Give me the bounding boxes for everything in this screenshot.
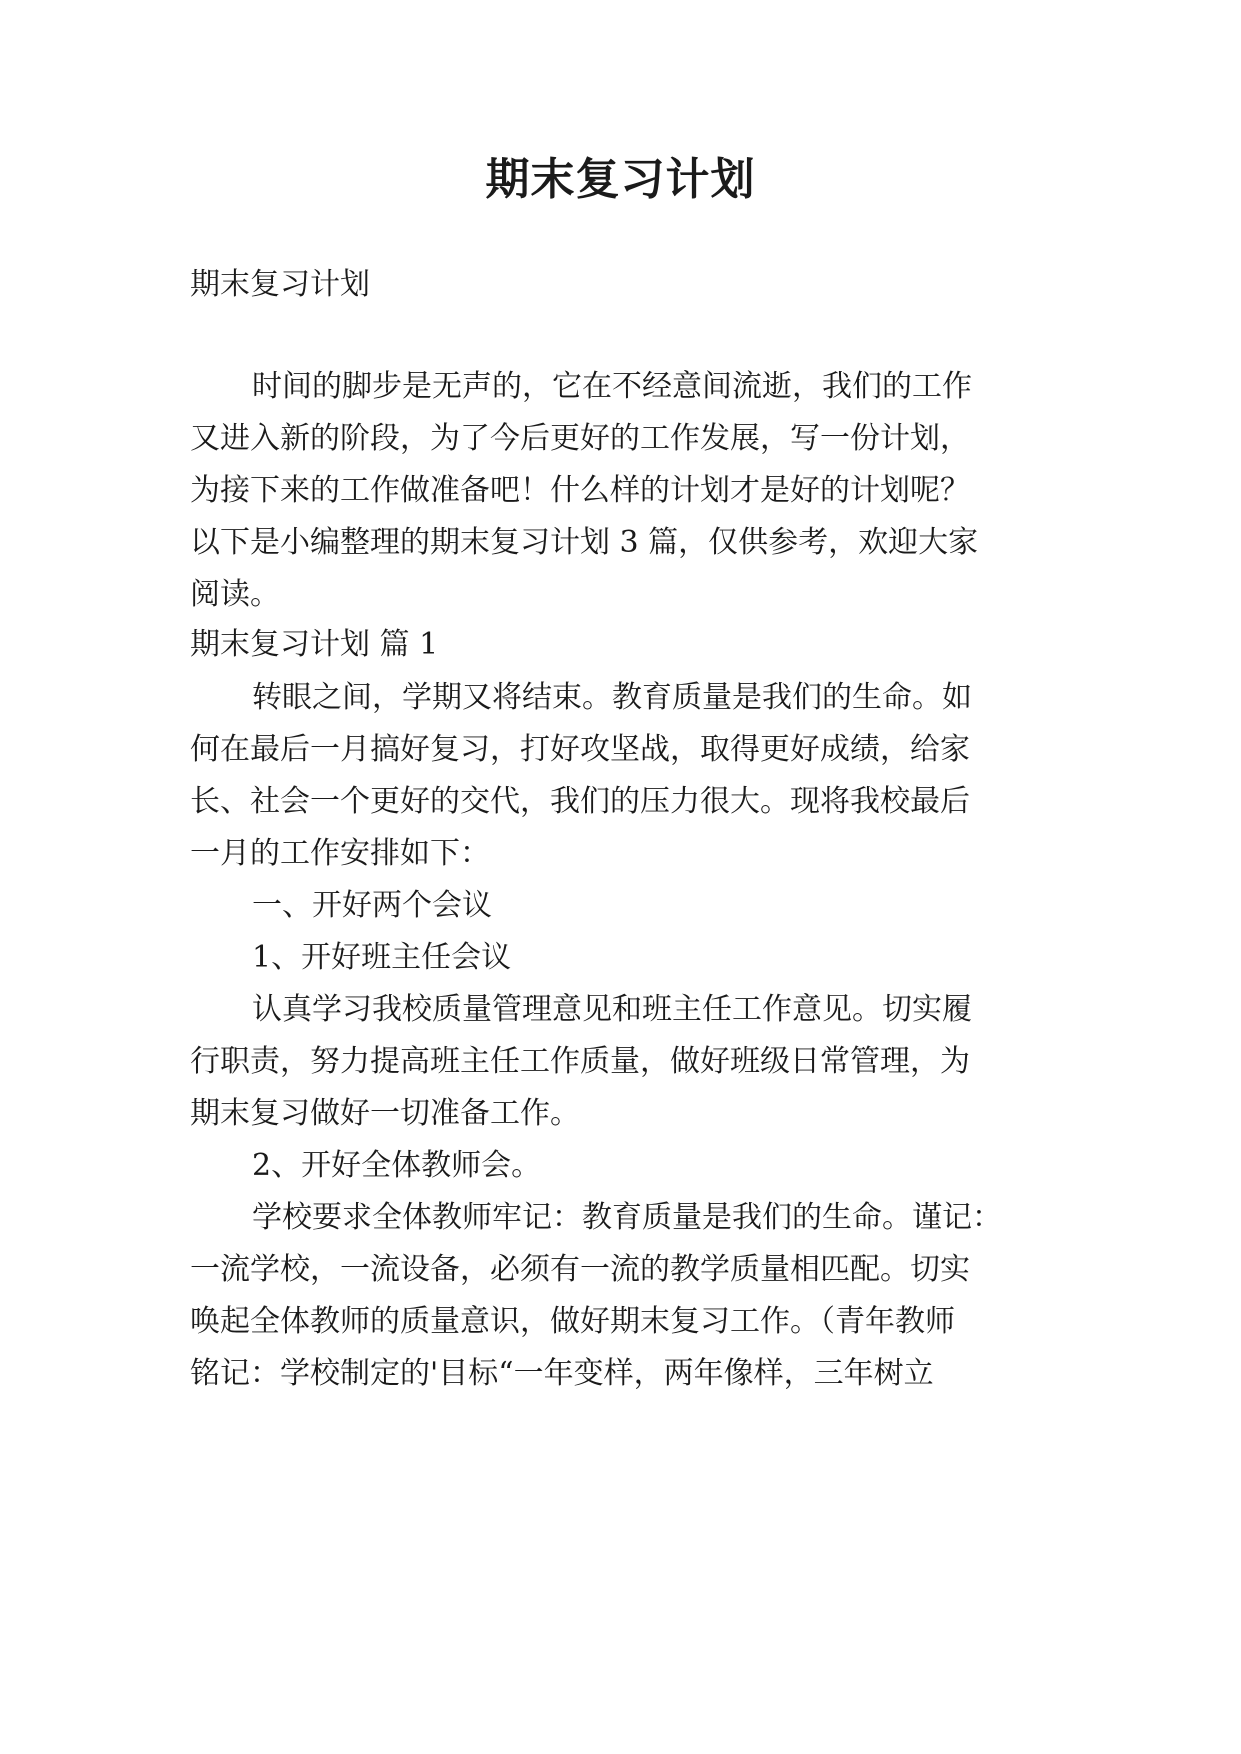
- body-line: 一流学校，一流设备，必须有一流的教学质量相匹配。切实: [190, 1252, 970, 1287]
- body-line: 又进入新的阶段，为了今后更好的工作发展，写一份计划，: [190, 421, 970, 456]
- section-heading: 期末复习计划 篇 1: [190, 627, 439, 662]
- body-line: 以下是小编整理的期末复习计划 3 篇，仅供参考，欢迎大家: [190, 525, 979, 560]
- body-line: 长、社会一个更好的交代，我们的压力很大。现将我校最后: [190, 784, 970, 819]
- body-line: 学校要求全体教师牢记：教育质量是我们的生命。谨记：: [252, 1200, 1002, 1235]
- body-line: 为接下来的工作做准备吧！什么样的计划才是好的计划呢？: [190, 473, 970, 508]
- list-item: 2、开好全体教师会。: [252, 1148, 542, 1183]
- list-item: 1、开好班主任会议: [252, 940, 512, 975]
- body-line: 一月的工作安排如下：: [190, 836, 490, 871]
- body-line: 行职责，努力提高班主任工作质量，做好班级日常管理，为: [190, 1044, 970, 1079]
- body-line: 阅读。: [190, 577, 280, 612]
- body-line: 期末复习做好一切准备工作。: [190, 1096, 580, 1131]
- body-line: 转眼之间，学期又将结束。教育质量是我们的生命。如: [252, 680, 972, 715]
- subtitle-line: 期末复习计划: [190, 267, 370, 302]
- document-title: 期末复习计划: [485, 154, 756, 205]
- list-heading: 一、开好两个会议: [252, 888, 492, 923]
- body-line: 唤起全体教师的质量意识，做好期末复习工作。（青年教师: [190, 1304, 955, 1339]
- body-line: 认真学习我校质量管理意见和班主任工作意见。切实履: [252, 992, 972, 1027]
- body-line: 铭记：学校制定的'目标“一年变样，两年像样，三年树立: [190, 1356, 934, 1391]
- body-line: 何在最后一月搞好复习，打好攻坚战，取得更好成绩，给家: [190, 732, 970, 767]
- body-line: 时间的脚步是无声的，它在不经意间流逝，我们的工作: [252, 369, 972, 404]
